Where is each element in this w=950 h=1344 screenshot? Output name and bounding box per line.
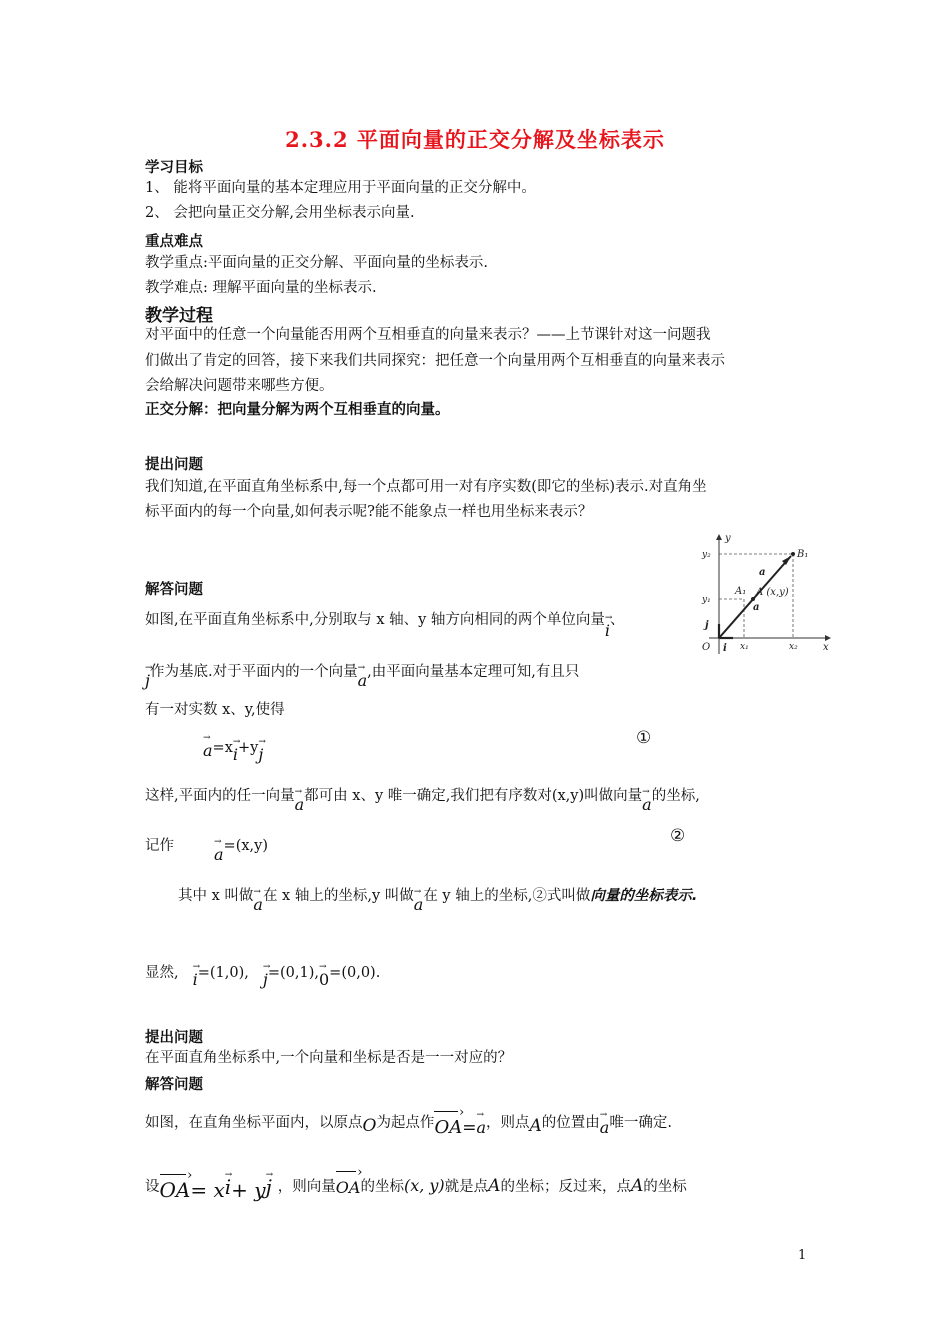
vector-oa-label: OA	[335, 1178, 361, 1197]
answer1-line6	[178, 876, 698, 914]
question-heading: 提出问题	[145, 457, 203, 473]
document-title: 2.3.2 平面向量的正交分解及坐标表示	[285, 127, 665, 152]
a1-label: A₁	[735, 586, 747, 597]
point-a-symbol: A	[630, 1176, 644, 1196]
answer1-line4	[145, 776, 700, 814]
text-segment: ,由平面向量基本定理可知,有且只	[367, 664, 580, 680]
x1-label: x₁	[740, 642, 749, 652]
text-segment: 设	[145, 1179, 160, 1195]
equation-segment: = x	[190, 1178, 225, 1202]
vector-oa	[434, 1111, 462, 1138]
process-intro-line: 们做出了肯定的回答，接下来我们共同探究：把任意一个向量用两个互相垂直的向量来表示	[145, 353, 725, 369]
y1-label: y₁	[702, 595, 711, 605]
question-line: 标平面内的每一个向量,如何表示呢?能不能象点一样也用坐标来表示？	[145, 504, 593, 520]
vector-j: → j	[266, 1169, 272, 1198]
teaching-difficulty: 教学难点: 理解平面向量的坐标表示.	[145, 280, 377, 296]
y-axis-label: y	[725, 533, 731, 544]
page-number: 1	[798, 1248, 807, 1263]
answer2-line2	[145, 1166, 687, 1202]
vector-i: → i	[225, 1169, 231, 1198]
vector-i: → i	[193, 961, 198, 990]
question-line: 我们知道,在平面直角坐标系中,每一个点都可用一对有序实数(即它的坐标)表示.对直角坐	[145, 479, 707, 495]
b1-label: B₁	[797, 549, 809, 560]
text-segment: 其中 x 叫做	[178, 888, 254, 904]
equals-sign: =	[462, 1118, 477, 1138]
vector-oa	[160, 1174, 191, 1201]
x2-label: x₂	[789, 642, 798, 652]
objectives-heading: 学习目标	[145, 160, 203, 176]
text-segment: =(0,0).	[329, 965, 381, 981]
x-axis-label: x	[823, 642, 829, 653]
text-segment: 如图,在平面直角坐标系中,分别取与 x 轴、y 轴方向相同的两个单位向量	[145, 612, 605, 628]
vector-i: → i	[233, 736, 238, 765]
text-segment: =(x,y)	[223, 838, 268, 854]
answer1-line7	[145, 953, 381, 989]
equation-1-number: ①	[636, 728, 652, 748]
objective-item: 1、 能将平面向量的基本定理应用于平面向量的正交分解中。	[145, 180, 536, 196]
text-segment: 在 x 轴上的坐标,y 叫做	[262, 888, 414, 904]
question-line: 在平面直角坐标系中,一个向量和坐标是否是一一对应的？	[145, 1050, 513, 1066]
point-a-symbol: A	[529, 1116, 542, 1136]
teaching-focus: 教学重点:平面向量的正交分解、平面向量的坐标表示.	[145, 255, 488, 271]
answer1-line5	[145, 826, 268, 864]
text-segment: 在 y 轴上的坐标,②式叫做	[423, 888, 591, 904]
vector-oa-label: OA	[434, 1117, 463, 1138]
text-segment: 的坐标	[643, 1179, 687, 1195]
vector-j: → j	[258, 736, 263, 765]
answer1-line1	[145, 600, 625, 640]
orthogonal-definition: 正交分解：把向量分解为两个互相垂直的向量。	[145, 402, 450, 418]
equation-1	[203, 728, 264, 764]
coordinate-figure	[697, 532, 831, 658]
text-segment: 的坐标,	[651, 788, 700, 804]
text-segment: ，则向量	[277, 1179, 336, 1195]
text-segment: 就是点	[444, 1179, 489, 1195]
text-segment: 如图，在直角坐标平面内，以原点	[145, 1115, 363, 1131]
vector-a-lower-label: a	[753, 602, 760, 613]
vector-a: → a	[253, 886, 263, 915]
equation-segment: + y	[231, 1178, 266, 1202]
a-point-label: A (x,y)	[756, 587, 789, 598]
key-points-heading: 重点难点	[145, 234, 203, 250]
text-segment: 的位置由	[541, 1115, 600, 1131]
answer-heading: 解答问题	[145, 582, 203, 598]
answer1-line3: 有一对实数 x、y,使得	[145, 702, 285, 718]
vector-a: → a	[214, 836, 224, 865]
origin-symbol: O	[362, 1116, 377, 1136]
vector-a: → a	[476, 1109, 486, 1138]
process-intro-line: 会给解决问题带来哪些方便。	[145, 378, 334, 394]
text-segment: 作为基底.对于平面内的一个向量	[149, 664, 358, 680]
unit-i-label: i	[723, 643, 727, 654]
text-segment: 的坐标	[360, 1179, 404, 1195]
unit-j-label: j	[705, 620, 709, 631]
coordinate-xy: (x, y)	[403, 1176, 445, 1195]
zero-vector: → 0	[319, 961, 329, 990]
vector-i: → i	[605, 612, 610, 641]
vector-a: → a	[642, 786, 652, 815]
text-segment: 显然,	[145, 965, 179, 981]
text-segment: 都可由 x、y 唯一确定,我们把有序数对(x,y)叫做向量	[304, 788, 643, 804]
text-segment: =(1,0),	[197, 965, 249, 981]
text-segment: 、	[610, 612, 625, 628]
coordinate-representation-term: 向量的坐标表示.	[590, 888, 698, 904]
text-segment: 唯一确定.	[609, 1115, 672, 1131]
process-intro-line: 对平面中的任意一个向量能否用两个互相垂直的向量来表示？——上节课针对这一问题我	[145, 327, 711, 343]
process-heading: 教学过程	[145, 306, 213, 326]
text-segment: ，则点	[486, 1115, 530, 1131]
text-segment: =x	[212, 740, 233, 756]
vector-a: → a	[358, 662, 368, 691]
vector-a: → a	[414, 886, 424, 915]
text-segment: 为起点作	[376, 1115, 435, 1131]
vector-oa	[336, 1171, 361, 1198]
equation-2-number: ②	[670, 826, 686, 846]
point-a-symbol: A	[488, 1176, 501, 1196]
answer1-line2	[145, 652, 580, 690]
objective-item: 2、 会把向量正交分解,会用坐标表示向量.	[145, 205, 415, 221]
question-heading: 提出问题	[145, 1030, 203, 1046]
answer-heading: 解答问题	[145, 1077, 203, 1093]
text-segment: 记作	[145, 838, 174, 854]
vector-a: → a	[203, 732, 213, 761]
origin-label: O	[702, 642, 711, 653]
y2-label: y₂	[702, 550, 711, 560]
text-segment: +y	[238, 740, 259, 756]
text-segment: =(0,1),	[267, 965, 319, 981]
vector-a: → a	[600, 1109, 610, 1138]
vector-a: → a	[295, 786, 305, 815]
vector-a-upper-label: a	[759, 567, 766, 578]
vector-j: → j	[263, 961, 268, 990]
vector-oa-label: OA	[159, 1178, 191, 1202]
answer2-line1	[145, 1103, 672, 1138]
text-segment: 这样,平面内的任一向量	[145, 788, 295, 804]
vector-j: → j	[145, 662, 150, 691]
text-segment: 的坐标；反过来，点	[500, 1179, 631, 1195]
